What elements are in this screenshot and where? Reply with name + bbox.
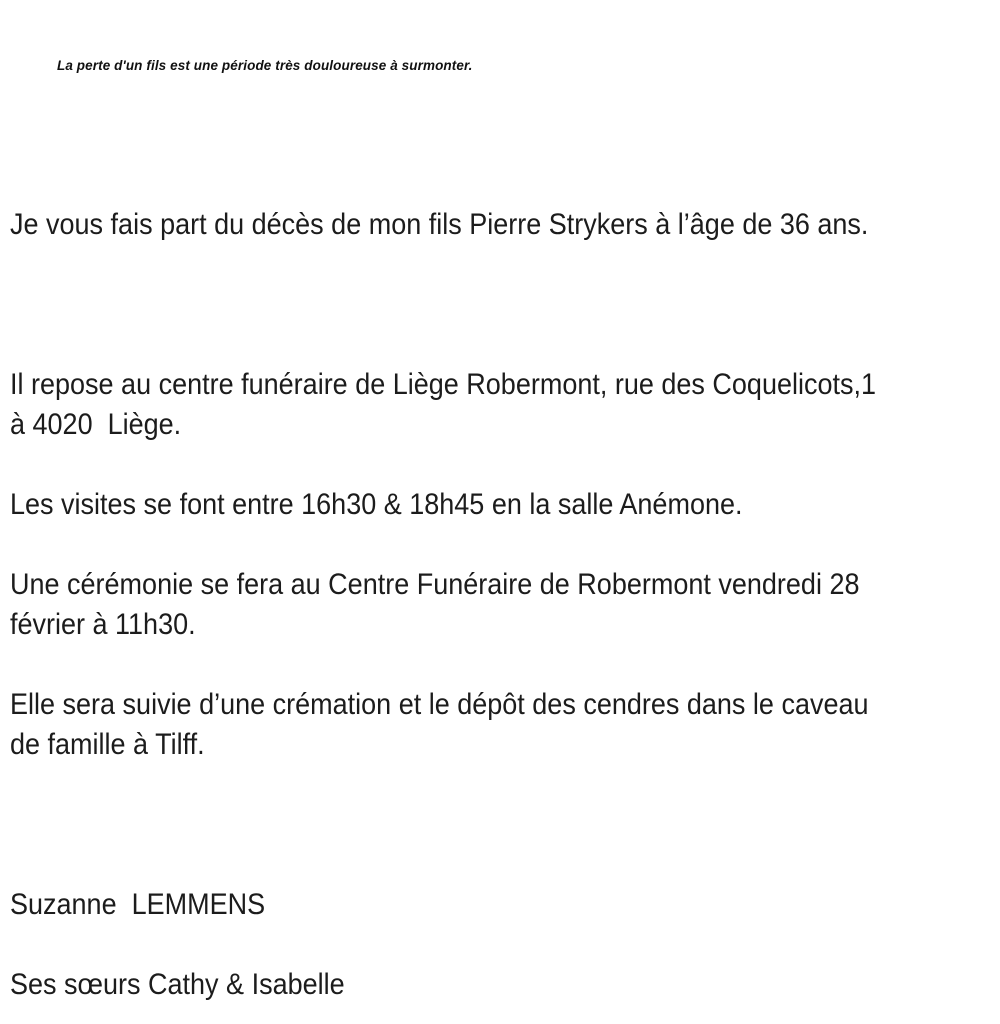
- paragraph-line: février à 11h30.: [10, 608, 196, 641]
- paragraph-ceremonie: [10, 565, 1000, 645]
- epigraph-text: La perte d'un fils est une période très douloureuse à surmonter.: [57, 58, 473, 73]
- signature-name-line: Suzanne LEMMENS: [10, 888, 266, 921]
- signature-name: [10, 885, 1000, 925]
- signature-relatives-line: Ses sœurs Cathy & Isabelle: [10, 968, 345, 1001]
- paragraph-line: à 4020 Liège.: [10, 408, 182, 441]
- paragraph-line: Une cérémonie se fera au Centre Funéraire de Robermont vendredi 28: [10, 568, 860, 601]
- paragraph-line: Les visites se font entre 16h30 & 18h45 en la salle Anémone.: [10, 488, 743, 521]
- paragraph-line: Il repose au centre funéraire de Liège Robermont, rue des Coquelicots,1: [10, 368, 877, 401]
- paragraph-line: Elle sera suivie d’une crémation et le dépôt des cendres dans le caveau: [10, 688, 869, 721]
- paragraph-cremation: [10, 685, 1000, 765]
- paragraph-announcement: [10, 205, 1000, 245]
- document-body: [10, 205, 1000, 1005]
- signature-relatives: [10, 965, 1000, 1005]
- paragraph-visites: [10, 485, 1000, 525]
- paragraph-line: de famille à Tilff.: [10, 728, 205, 761]
- paragraph-line: Je vous fais part du décès de mon fils Pierre Strykers à l’âge de 36 ans.: [10, 208, 869, 241]
- paragraph-repose: [10, 365, 1000, 445]
